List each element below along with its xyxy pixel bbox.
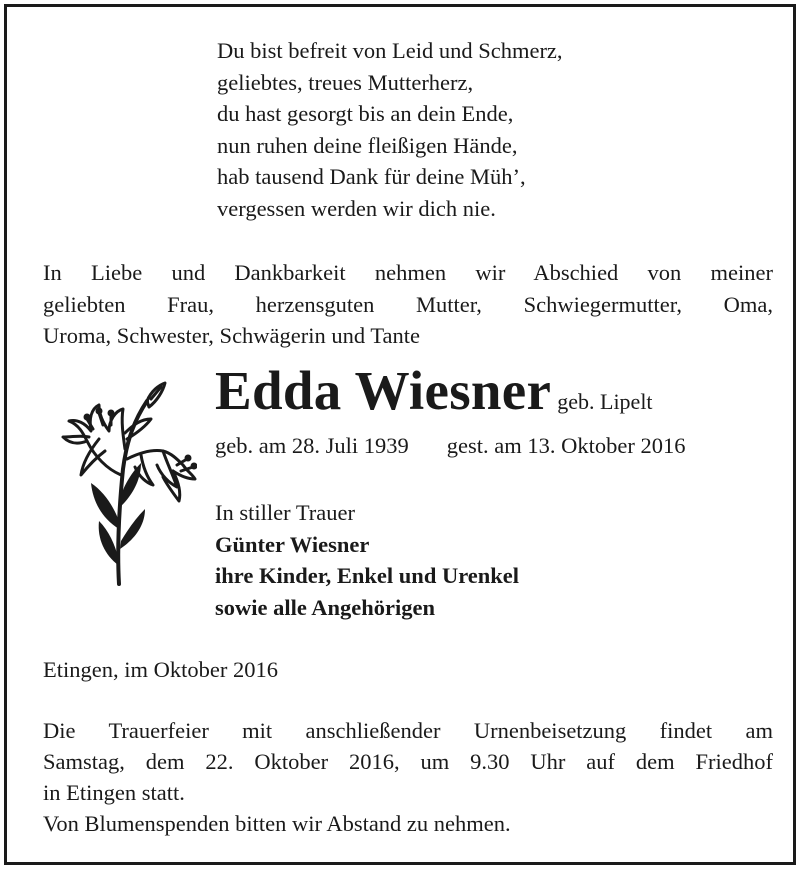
deceased-name-line — [215, 359, 653, 422]
birth-name: geb. Lipelt — [557, 389, 653, 414]
intro-line: geliebten Frau, herzensguten Mutter, Schwiegermutter, Oma, — [43, 291, 773, 317]
info-line: Samstag, dem 22. Oktober 2016, um 9.30 Uhr auf dem Friedhof — [43, 749, 773, 774]
mourners-heading: In stiller Trauer — [215, 500, 355, 525]
mourner-line: ihre Kinder, Enkel und Urenkel — [215, 563, 520, 588]
mourner-line: Günter Wiesner — [215, 531, 370, 557]
info-line: in Etingen statt. — [43, 780, 185, 805]
death-date: gest. am 13. Oktober 2016 — [446, 433, 686, 458]
poem-line: nun ruhen deine fleißigen Hände, — [217, 132, 518, 158]
poem-line: du hast gesorgt bis an dein Ende, — [217, 101, 514, 126]
deceased-name: Edda Wiesner — [215, 360, 552, 421]
info-line: Die Trauerfeier mit anschließender Urnenbeisetzung findet am — [43, 718, 773, 743]
lily-icon — [47, 379, 197, 589]
info-line: Von Blumenspenden bitten wir Abstand zu nehmen. — [43, 811, 511, 836]
poem-line: Du bist befreit von Leid und Schmerz, — [217, 38, 563, 63]
intro-text — [43, 257, 773, 352]
intro-line: Uroma, Schwester, Schwägerin und Tante — [43, 323, 421, 348]
mourners — [215, 497, 775, 623]
life-dates — [215, 431, 775, 461]
intro-line: In Liebe und Dankbarkeit nehmen wir Abschied von meiner — [43, 260, 773, 285]
poem-line: vergessen werden wir dich nie. — [217, 195, 496, 221]
poem — [217, 35, 777, 224]
poem-line: geliebtes, treues Mutterherz, — [217, 69, 474, 95]
place-date: Etingen, im Oktober 2016 — [43, 657, 278, 682]
funeral-info — [43, 715, 773, 839]
birth-date: geb. am 28. Juli 1939 — [215, 433, 409, 458]
obituary-frame — [4, 4, 796, 865]
mourner-line: sowie alle Angehörigen — [215, 594, 435, 620]
poem-line: hab tausend Dank für deine Müh’, — [217, 164, 526, 189]
